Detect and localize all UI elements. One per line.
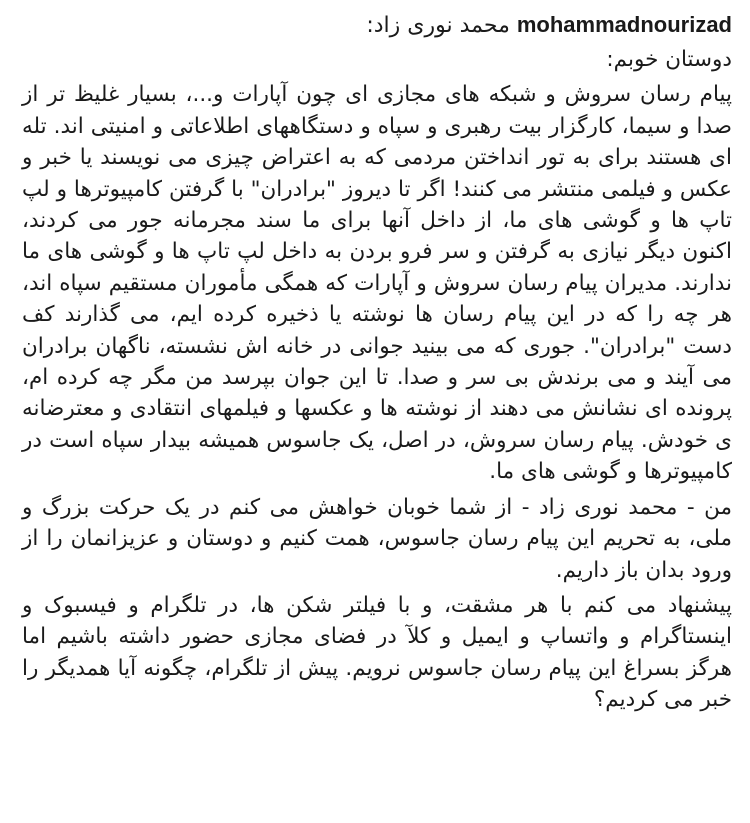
caption-body <box>22 44 732 716</box>
caption-paragraph: پیام رسان سروش و شبکه های مجازی ای چون آپارات و...، بسیار غلیظ تر از صدا و سیما، کارگزار بیت رهبری و سپاه و دستگاههای اطلاعاتی و امنیتی اند. تله ای هستند برای به تور انداختن مردمی که به اعتراض چیزی می نویسند یا خبر و عکس و فیلمی منتشر می کنند! اگر تا دیروز "برادران" با گرفتن کامپیوترها و لپ تاپ ها و گوشی های ما، از داخل آنها برای ما سند مجرمانه جور می کردند، اکنون دیگر نیازی به گرفتن و سر فرو بردن به داخل لپ تاپ ها و گوشی های ما ندارند. مدیران پیام رسان سروش و آپارات که همگی مأموران مستقیم سپاه اند، هر چه را که در این پیام رسان ها نوشته یا ذخیره کرده ایم، می گذارند کف دست "برادران". جوری که می بینید جوانی در خانه اش نشسته، ناگهان برادران می آیند و می برندش بی سر و صدا. تا این جوان بپرسد من مگر چه کرده ام، پرونده ای نشانش می دهند از نوشته ها و عکسها و فیلمهای انتقادی و معترضانه ی خودش. پیام رسان سروش، در اصل، یک جاسوس همیشه بیدار سپاه است در کامپیوترها و گوشی های ما. <box>22 82 732 485</box>
greeting-line: دوستان خوبم: <box>606 47 732 72</box>
username-link[interactable]: mohammadnourizad <box>516 12 732 37</box>
caption-paragraph: پیشنهاد می کنم با هر مشقت، و با فیلتر شکن ها، در تلگرام و فیسبوک و اینستاگرام و واتساپ و ایمیل و کلآ در فضای مجازی حضور داشته باشیم اما هرگز بسراغ این پیام رسان جاسوس نرویم. پیش از تلگرام، چگونه آیا همدیگر را خبر می کردیم؟ <box>22 592 732 713</box>
caption-paragraph: من - محمد نوری زاد - از شما خوبان خواهش می کنم در یک حرکت بزرگ و ملی، به تحریم این پیام رسان جاسوس، همت کنیم و دوستان و عزیزانمان را از ورود بدان باز داریم. <box>22 494 732 583</box>
caption-header <box>22 6 732 44</box>
caption-author-name: محمد نوری زاد: <box>366 13 510 38</box>
